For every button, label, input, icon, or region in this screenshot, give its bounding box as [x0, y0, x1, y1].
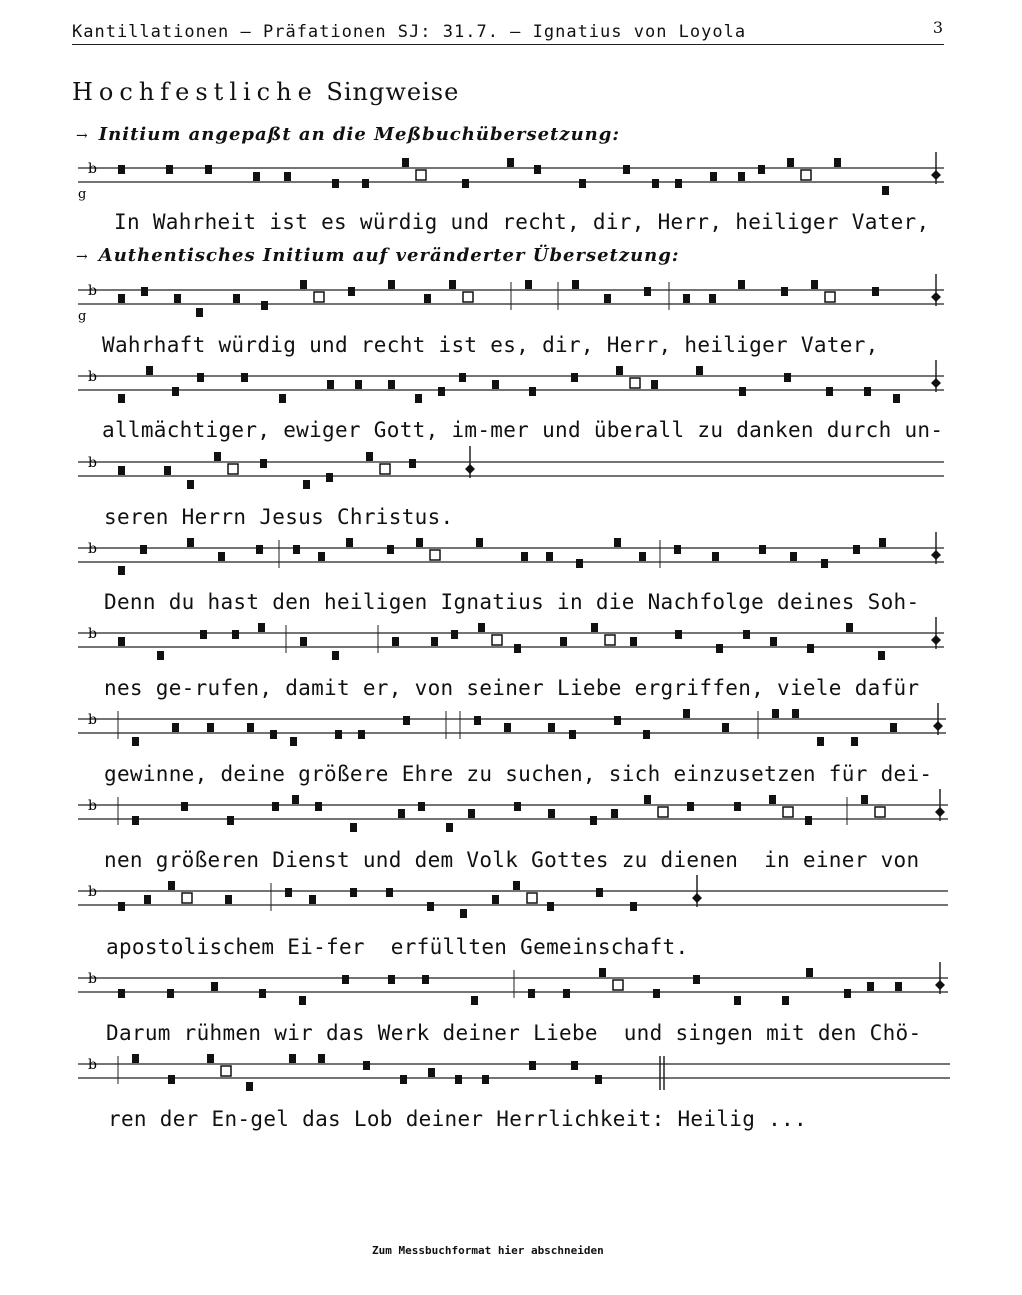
neume-note [653, 989, 660, 998]
neume-note [772, 709, 779, 718]
neume-note [478, 623, 485, 632]
neume-note [853, 545, 860, 554]
neume-note [468, 809, 475, 818]
neume-note [571, 373, 578, 382]
neume-note [712, 552, 719, 561]
flat-clef-icon: b [88, 541, 97, 557]
neume-note [805, 816, 812, 825]
neume-note [738, 172, 745, 181]
neume-note [327, 380, 334, 389]
neume-note [292, 795, 299, 804]
neume-note [140, 545, 147, 554]
neume-note [674, 545, 681, 554]
neume-note [118, 165, 125, 174]
neume-note [792, 709, 799, 718]
neume-square-note [658, 807, 668, 817]
end-diamond-icon [935, 980, 945, 990]
flat-clef-icon: b [88, 626, 97, 642]
neume-note [693, 975, 700, 984]
neume-note [846, 623, 853, 632]
neume-note [285, 888, 292, 897]
neume-note [599, 968, 606, 977]
neume-note [424, 294, 431, 303]
heading-part-2: Singweise [326, 78, 460, 106]
neume-note [118, 989, 125, 998]
neume-note [132, 1054, 139, 1063]
neume-note [743, 630, 750, 639]
neume-note [318, 552, 325, 561]
neume-note [299, 996, 306, 1005]
neume-note [200, 630, 207, 639]
neume-note [675, 630, 682, 639]
neume-note [247, 723, 254, 732]
neume-note [895, 982, 902, 991]
neume-note [864, 387, 871, 396]
neume-note [652, 179, 659, 188]
neume-note [734, 996, 741, 1005]
neume-note [187, 480, 194, 489]
neume-note [734, 802, 741, 811]
neume-note [759, 545, 766, 554]
neume-note [261, 301, 268, 310]
neume-note [118, 902, 125, 911]
neume-note [270, 730, 277, 739]
neume-note [882, 186, 889, 195]
neume-note [770, 637, 777, 646]
neume-note [769, 795, 776, 804]
neume-note [146, 366, 153, 375]
neume-note [214, 452, 221, 461]
neume-note [318, 1054, 325, 1063]
neume-note [342, 975, 349, 984]
neume-note [758, 165, 765, 174]
neume-note [355, 380, 362, 389]
neume-note [651, 380, 658, 389]
neume-note [197, 373, 204, 382]
neume-note [174, 294, 181, 303]
neume-note [782, 996, 789, 1005]
neume-note [418, 802, 425, 811]
flat-clef-icon: b [88, 798, 97, 814]
neume-note [879, 538, 886, 547]
neume-note [227, 816, 234, 825]
lyric-line: seren Herrn Jesus Christus. [104, 505, 454, 529]
neume-note [781, 287, 788, 296]
neume-note [787, 158, 794, 167]
neume-note [253, 172, 260, 181]
neume-note [546, 552, 553, 561]
neume-note [416, 538, 423, 547]
neume-note [427, 902, 434, 911]
neume-note [867, 982, 874, 991]
neume-note [118, 637, 125, 646]
end-diamond-icon [931, 170, 941, 180]
neume-note [258, 623, 265, 632]
g-clef-icon: g [78, 187, 87, 202]
neume-note [514, 644, 521, 653]
neume-note [335, 730, 342, 739]
neume-square-note [221, 1066, 231, 1076]
neume-note [218, 552, 225, 561]
neume-note [303, 480, 310, 489]
neume-note [683, 709, 690, 718]
neume-square-note [228, 464, 238, 474]
neume-note [675, 179, 682, 188]
flat-clef-icon: b [88, 971, 97, 987]
neume-note [563, 989, 570, 998]
neume-note [579, 179, 586, 188]
neume-note [232, 630, 239, 639]
neume-note [172, 723, 179, 732]
end-diamond-icon [931, 635, 941, 645]
neume-note [168, 1075, 175, 1084]
lyric-line: nes ge-rufen, damit er, von seiner Liebe ergriffen, viele dafür [104, 676, 920, 700]
neume-note [710, 172, 717, 181]
neume-note [614, 538, 621, 547]
neume-note [644, 795, 651, 804]
neume-square-note [630, 378, 640, 388]
neume-note [547, 902, 554, 911]
neume-note [446, 823, 453, 832]
neume-note [118, 466, 125, 475]
neume-note [144, 895, 151, 904]
neume-square-note [182, 893, 192, 903]
neume-note [166, 165, 173, 174]
neume-note [387, 545, 394, 554]
arrow-icon: → [76, 249, 89, 265]
end-diamond-icon [931, 292, 941, 302]
neume-note [614, 716, 621, 725]
neume-note [548, 723, 555, 732]
neume-note [591, 623, 598, 632]
neume-note [358, 730, 365, 739]
note-text: Initium angepaßt an die Meßbuchübersetzung: [98, 124, 620, 145]
header-title: Kantillationen – Präfationen SJ: 31.7. – Ignatius von Loyola [72, 22, 747, 42]
neume-note [366, 452, 373, 461]
neume-note [474, 716, 481, 725]
neume-note [451, 630, 458, 639]
neume-note [616, 366, 623, 375]
neume-note [326, 473, 333, 482]
neume-note [315, 802, 322, 811]
neume-note [300, 637, 307, 646]
neume-note [514, 802, 521, 811]
neume-note [187, 538, 194, 547]
neume-note [590, 816, 597, 825]
flat-clef-icon: b [88, 283, 97, 299]
neume-note [422, 975, 429, 984]
neume-note [604, 294, 611, 303]
neume-note [890, 723, 897, 732]
neume-note [207, 1054, 214, 1063]
neume-note [861, 795, 868, 804]
flat-clef-icon: b [88, 369, 97, 385]
neume-note [279, 394, 286, 403]
neume-note [571, 1061, 578, 1070]
neume-note [181, 802, 188, 811]
neume-note [388, 380, 395, 389]
neume-note [205, 165, 212, 174]
neume-note [790, 552, 797, 561]
neume-note [272, 802, 279, 811]
lyric-line: gewinne, deine größere Ehre zu suchen, sich einzusetzen für dei- [104, 762, 933, 786]
neume-square-note [380, 464, 390, 474]
neume-note [398, 809, 405, 818]
neume-note [569, 730, 576, 739]
neume-note [118, 294, 125, 303]
lyric-line: In Wahrheit ist es würdig und recht, dir, Herr, heiliger Vater, [114, 210, 930, 234]
neume-square-note [801, 170, 811, 180]
neume-note [348, 287, 355, 296]
neume-note [460, 909, 467, 918]
neume-note [709, 294, 716, 303]
end-diamond-icon [465, 464, 475, 474]
neume-note [256, 545, 263, 554]
neume-note [596, 888, 603, 897]
neume-note [157, 651, 164, 660]
neume-note [332, 179, 339, 188]
neume-note [168, 881, 175, 890]
footer-note: Zum Messbuchformat hier abschneiden [372, 1244, 604, 1257]
neume-note [821, 559, 828, 568]
neume-note [639, 552, 646, 561]
neume-note [415, 394, 422, 403]
neume-note [643, 730, 650, 739]
neume-note [482, 1075, 489, 1084]
neume-note [392, 637, 399, 646]
neume-square-note [825, 292, 835, 302]
neume-square-note [605, 635, 615, 645]
lyric-line: apostolischem Ei-fer erfüllten Gemeinschaft. [106, 935, 689, 959]
neume-note [363, 1061, 370, 1070]
g-clef-icon: g [78, 309, 87, 324]
neume-note [722, 723, 729, 732]
neume-square-note [783, 807, 793, 817]
neume-note [409, 459, 416, 468]
neume-note [696, 366, 703, 375]
neume-note [513, 881, 520, 890]
neume-note [739, 387, 746, 396]
neume-note [300, 280, 307, 289]
neume-note [826, 387, 833, 396]
neume-note [225, 895, 232, 904]
neume-square-note [463, 292, 473, 302]
neume-note [716, 644, 723, 653]
neume-note [529, 1061, 536, 1070]
lyric-line: nen größeren Dienst und dem Volk Gottes zu dienen in einer von [104, 848, 920, 872]
neume-note [388, 280, 395, 289]
neume-note [878, 651, 885, 660]
note-text: Authentisches Initium auf veränderter Übersetzung: [98, 245, 680, 266]
neume-note [623, 165, 630, 174]
neume-note [400, 1075, 407, 1084]
neume-note [521, 552, 528, 561]
neume-note [811, 280, 818, 289]
neume-note [893, 394, 900, 403]
neume-note [332, 651, 339, 660]
neume-note [851, 737, 858, 746]
neume-note [118, 566, 125, 575]
neume-note [630, 637, 637, 646]
neume-note [471, 996, 478, 1005]
neume-note [462, 179, 469, 188]
neume-note [572, 280, 579, 289]
lyric-line: Denn du hast den heiligen Ignatius in die Nachfolge deines Soh- [104, 590, 920, 614]
neume-note [683, 294, 690, 303]
neume-square-note [875, 807, 885, 817]
neume-square-note [527, 893, 537, 903]
flat-clef-icon: b [88, 884, 97, 900]
end-diamond-icon [933, 721, 943, 731]
neume-note [576, 559, 583, 568]
neume-note [449, 280, 456, 289]
neume-note [141, 287, 148, 296]
neume-note [289, 1054, 296, 1063]
end-diamond-icon [931, 378, 941, 388]
neume-note [167, 989, 174, 998]
neume-note [595, 1075, 602, 1084]
page-number: 3 [932, 18, 944, 37]
neume-note [784, 373, 791, 382]
neume-note [455, 1075, 462, 1084]
neume-note [350, 888, 357, 897]
neume-note [309, 895, 316, 904]
neume-note [164, 466, 171, 475]
neume-note [504, 723, 511, 732]
neume-note [118, 394, 125, 403]
neume-note [525, 280, 532, 289]
neume-note [806, 968, 813, 977]
neume-note [438, 387, 445, 396]
neume-note [687, 802, 694, 811]
neume-note [548, 809, 555, 818]
end-diamond-icon [935, 807, 945, 817]
neume-note [211, 982, 218, 991]
neume-square-note [430, 550, 440, 560]
neume-note [872, 287, 879, 296]
flat-clef-icon: b [88, 161, 97, 177]
end-diamond-icon [931, 550, 941, 560]
flat-clef-icon: b [88, 455, 97, 471]
neume-note [630, 902, 637, 911]
neume-square-note [492, 635, 502, 645]
neume-square-note [613, 980, 623, 990]
neume-note [644, 287, 651, 296]
lyric-line: ren der En-gel das Lob deiner Herrlichkeit: Heilig ... [108, 1107, 807, 1131]
neume-note [241, 373, 248, 382]
neume-note [388, 975, 395, 984]
neume-note [386, 888, 393, 897]
neume-note [350, 823, 357, 832]
neume-note [738, 280, 745, 289]
neume-note [476, 538, 483, 547]
neume-note [290, 737, 297, 746]
neume-note [611, 809, 618, 818]
neume-square-note [416, 170, 426, 180]
neume-note [233, 294, 240, 303]
neume-note [132, 737, 139, 746]
neume-note [492, 380, 499, 389]
neume-note [807, 644, 814, 653]
end-diamond-icon [692, 893, 702, 903]
neume-square-note [314, 292, 324, 302]
neume-note [844, 989, 851, 998]
neume-note [132, 816, 139, 825]
neume-note [492, 895, 499, 904]
neume-note [402, 158, 409, 167]
neume-note [403, 716, 410, 725]
neume-note [362, 179, 369, 188]
neume-note [817, 737, 824, 746]
neume-note [260, 459, 267, 468]
neume-note [528, 989, 535, 998]
neume-note [246, 1082, 253, 1091]
arrow-icon: → [76, 128, 89, 144]
neume-note [172, 387, 179, 396]
neume-note [459, 373, 466, 382]
neume-note [529, 387, 536, 396]
neume-note [259, 989, 266, 998]
neume-note [431, 637, 438, 646]
neume-note [346, 538, 353, 547]
neume-note [428, 1068, 435, 1077]
neume-note [560, 637, 567, 646]
neume-note [834, 158, 841, 167]
lyric-line: allmächtiger, ewiger Gott, im-mer und überall zu danken durch un- [102, 418, 944, 442]
flat-clef-icon: b [88, 712, 97, 728]
lyric-line: Wahrhaft würdig und recht ist es, dir, Herr, heiliger Vater, [102, 333, 879, 357]
heading-part-1: Hochfestliche [72, 78, 318, 106]
neume-note [284, 172, 291, 181]
lyric-line: Darum rühmen wir das Werk deiner Liebe und singen mit den Chö- [106, 1021, 922, 1045]
flat-clef-icon: b [88, 1057, 97, 1073]
neume-note [196, 308, 203, 317]
neume-note [507, 158, 514, 167]
neume-note [207, 723, 214, 732]
neume-note [293, 545, 300, 554]
neume-note [534, 165, 541, 174]
